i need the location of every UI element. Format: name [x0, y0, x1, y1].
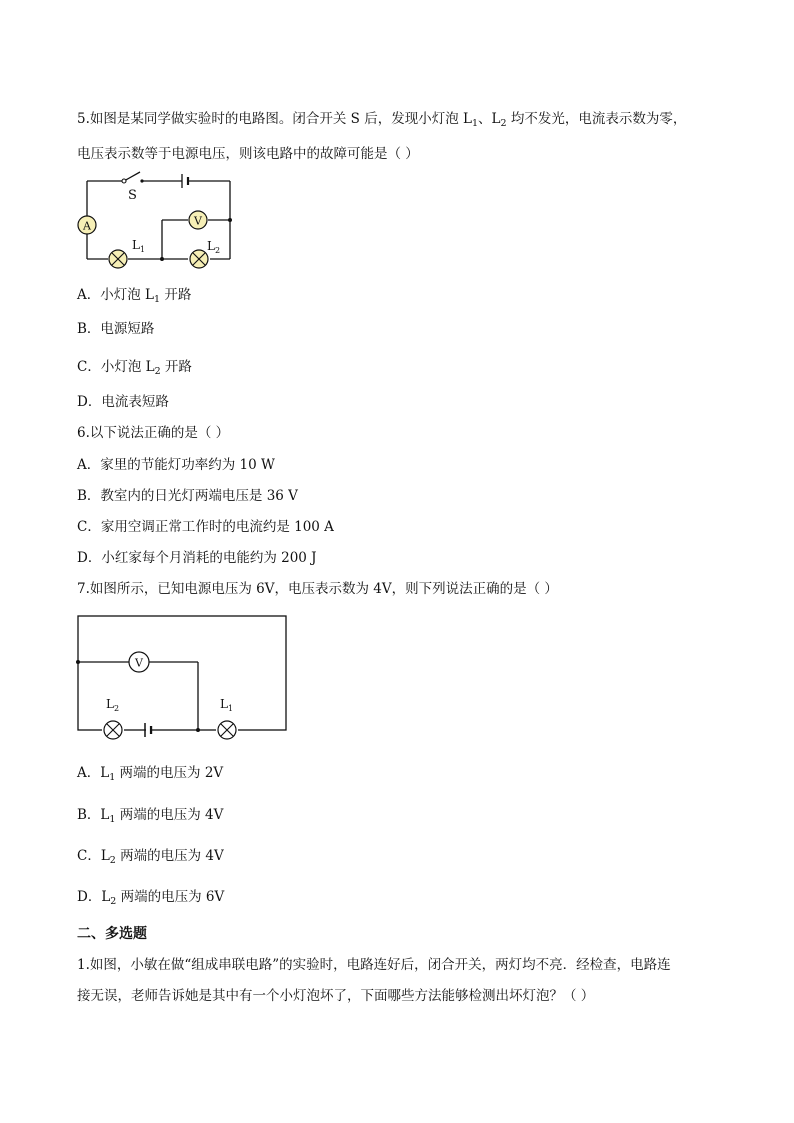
lamp-l2-icon [104, 721, 122, 739]
q7-option-c[interactable]: C．$L_2$ 两端的电压为 4V [77, 848, 224, 866]
voltmeter-icon [189, 211, 207, 229]
lamp-l2-label: $L_2$ [106, 697, 120, 713]
switch-contact [122, 179, 126, 183]
q5-option-d[interactable]: D．电流表短路 [77, 394, 169, 410]
lamp-l1-label: $L_1$ [132, 238, 146, 254]
q5-option-a[interactable]: A．小灯泡 $L_1$ 开路 [77, 287, 192, 305]
switch-label: S [128, 188, 137, 203]
voltmeter-icon [129, 652, 149, 672]
q6-option-a[interactable]: A．家里的节能灯功率约为 10 W [77, 457, 275, 473]
q7-option-d[interactable]: D．$L_2$ 两端的电压为 6V [77, 889, 225, 907]
lamp-l1-icon [109, 250, 127, 268]
q5-option-b[interactable]: B．电源短路 [77, 321, 155, 337]
m1-stem-line2: 接无误，老师告诉她是其中有一个小灯泡坏了，下面哪些方法能够检测出坏灯泡？（ ） [77, 988, 595, 1004]
q5-option-c[interactable]: C．小灯泡 $L_2$ 开路 [77, 359, 192, 377]
svg-text:V: V [194, 214, 202, 228]
lamp-l2-label: $L_2$ [207, 239, 221, 255]
ammeter-icon [78, 216, 96, 234]
q5-circuit-diagram [70, 168, 250, 278]
lamp-l2-icon [190, 250, 208, 268]
q5-stem-line2: 电压表示数等于电源电压，则该电路中的故障可能是（ ） [77, 146, 419, 162]
svg-text:V: V [135, 656, 143, 670]
lamp-l1-label: $L_1$ [220, 697, 234, 713]
q7-option-a[interactable]: A．$L_1$ 两端的电压为 2V [77, 765, 224, 783]
svg-text:A: A [83, 219, 91, 233]
q6-option-b[interactable]: B．教室内的日光灯两端电压是 36 V [77, 488, 298, 504]
q7-circuit-diagram [72, 610, 294, 745]
q5-stem-line1: 5.如图是某同学做实验时的电路图。闭合开关 S 后，发现小灯泡 $L_1$、$L_2$ 均不发光，电流表示数为零， [77, 111, 687, 129]
q7-stem: 7.如图所示，已知电源电压为 6V，电压表示数为 4V，则下列说法正确的是（ ） [77, 581, 558, 597]
q7-option-b[interactable]: B．$L_1$ 两端的电压为 4V [77, 807, 224, 825]
q6-stem: 6.以下说法正确的是（ ） [77, 425, 230, 441]
section-heading-multiple-choice: 二、多选题 [77, 926, 147, 942]
q6-option-d[interactable]: D．小红家每个月消耗的电能约为 200 J [77, 550, 317, 566]
m1-stem-line1: 1.如图，小敏在做“组成串联电路”的实验时，电路连好后，闭合开关，两灯均不亮．经检查，电路连 [77, 957, 671, 973]
lamp-l1-icon [218, 721, 236, 739]
q6-option-c[interactable]: C．家用空调正常工作时的电流约是 100 A [77, 519, 334, 535]
